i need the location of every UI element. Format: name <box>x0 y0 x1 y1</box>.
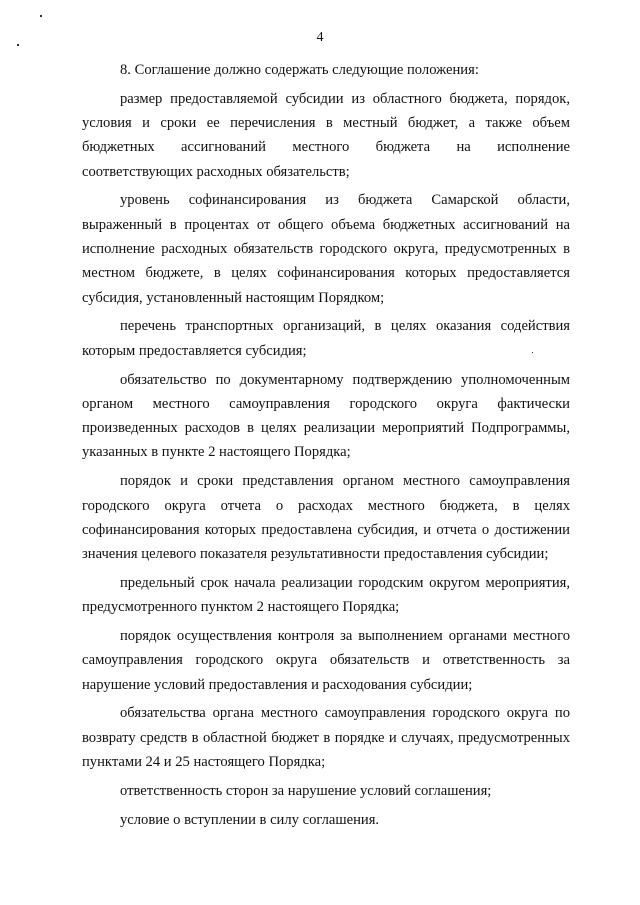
paragraph: уровень софинансирования из бюджета Самарской области, выраженный в процентах от общего объема бюджетных ассигнований на исполнение расходных обязательств городского округа, предусмотренных в местном бюджете, в целях софинансирования которых предоставляется субсидия, установленный настоящим Порядком; <box>82 192 570 306</box>
paragraph: перечень транспортных организаций, в целях оказания содействия которым предоставляется субсидия; <box>82 318 570 359</box>
paragraph: порядок осуществления контроля за выполнением органами местного самоуправления городского округа обязательств и ответственность за нарушение условий предоставления и расходования субсидии; <box>82 628 570 693</box>
paragraph: размер предоставляемой субсидии из областного бюджета, порядок, условия и сроки ее перечисления в местный бюджет, а также объем бюджетных ассигнований местного бюджета на исполнение соответствующих расходных обязательств; <box>82 90 570 180</box>
document-body <box>82 58 570 836</box>
paragraph: порядок и сроки представления органом местного самоуправления городского округа отчета о расходах местного бюджета, в целях софинансирования которых предоставлена субсидия, и отчета о достижении значения целевого показателя результативности предоставления субсидии; <box>82 473 570 563</box>
paragraph: предельный срок начала реализации городским округом мероприятия, предусмотренного пунктом 2 настоящего Порядка; <box>82 574 570 616</box>
page-number: 4 <box>316 30 324 45</box>
scan-mark <box>40 15 42 17</box>
paragraph: 8. Соглашение должно содержать следующие положения: <box>120 62 479 78</box>
paragraph: обязательство по документарному подтверждению уполномоченным органом местного самоуправления городского округа фактически произведенных расходов в целях реализации мероприятий Подпрограммы, указанных в пункте 2 настоящего Порядка; <box>82 371 570 461</box>
paragraph: обязательства органа местного самоуправления городского округа по возврату средств в областной бюджет в порядке и случаях, предусмотренных пунктами 24 и 25 настоящего Порядка; <box>82 705 570 771</box>
paragraph: условие о вступлении в силу соглашения. <box>120 811 380 828</box>
paragraph: ответственность сторон за нарушение условий соглашения; <box>120 782 492 799</box>
